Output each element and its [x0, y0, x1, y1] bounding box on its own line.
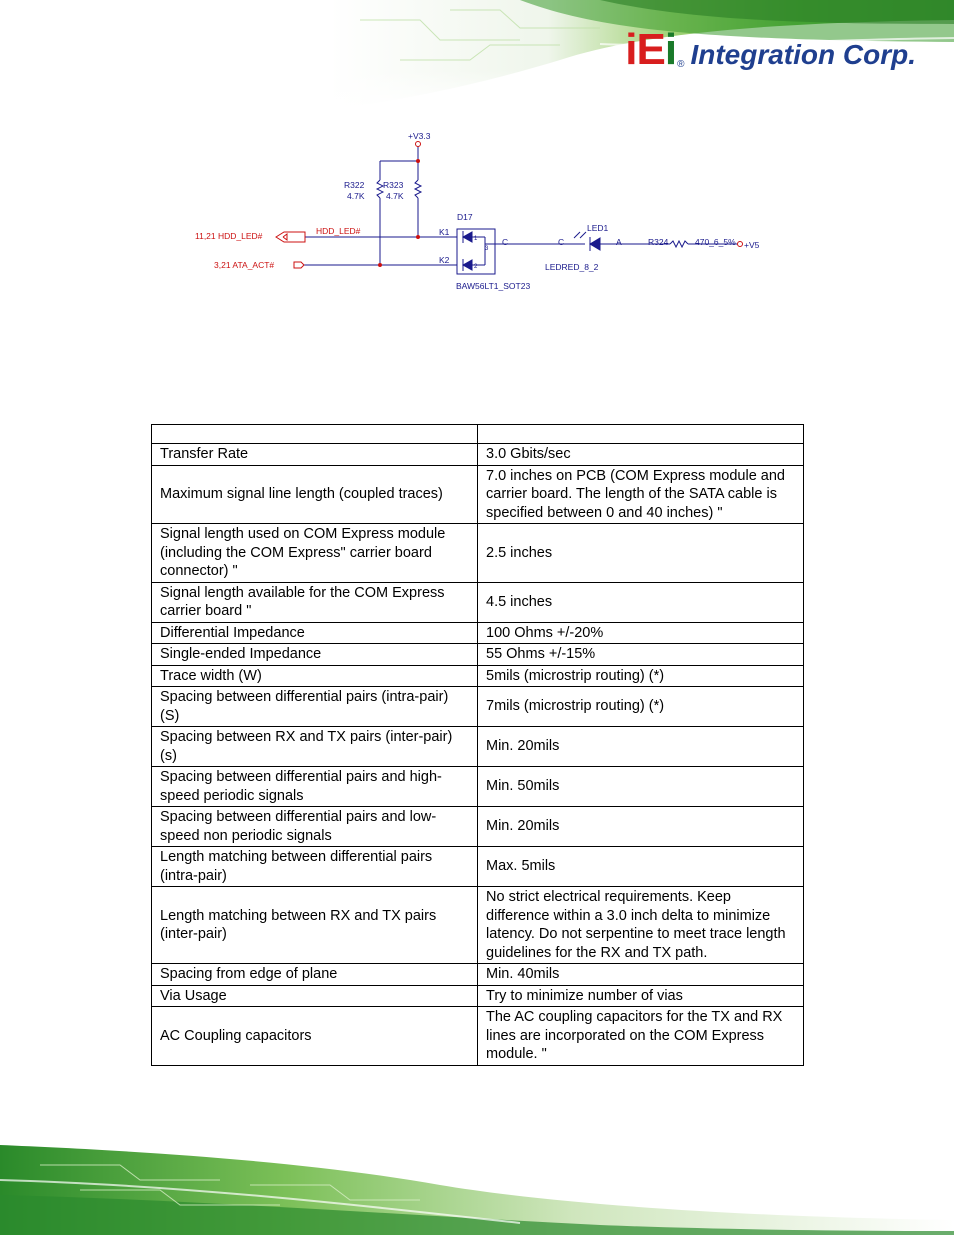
- value-cell: 100 Ohms +/-20%: [478, 622, 804, 644]
- value-cell: 3.0 Gbits/sec: [478, 444, 804, 466]
- value-cell: The AC coupling capacitors for the TX and RX lines are incorporated on the COM Express module. ": [478, 1007, 804, 1066]
- parameter-cell: Trace width (W): [152, 665, 478, 687]
- value-cell: Try to minimize number of vias: [478, 985, 804, 1007]
- c-label-1: C: [502, 237, 509, 247]
- value-cell: Min. 40mils: [478, 964, 804, 986]
- table-row: [152, 767, 804, 807]
- parameter-cell: Length matching between RX and TX pairs (inter-pair): [152, 887, 478, 964]
- r324-label: R324: [648, 237, 669, 247]
- footer-circuit-graphic: [0, 1125, 954, 1235]
- parameter-cell: Spacing between differential pairs and high-speed periodic signals: [152, 767, 478, 807]
- hdd-port-label: 11,21 HDD_LED#: [195, 231, 263, 241]
- ata-port-label: 3,21 ATA_ACT#: [214, 260, 275, 270]
- led1-label: LED1: [587, 223, 609, 233]
- v33-label: +V3.3: [408, 131, 431, 141]
- k1-label: K1: [439, 227, 450, 237]
- parameter-cell: Spacing between RX and TX pairs (inter-pair) (s): [152, 727, 478, 767]
- table-row: [152, 524, 804, 583]
- table-header-cell: [478, 425, 804, 444]
- parameter-cell: Via Usage: [152, 985, 478, 1007]
- parameter-cell: AC Coupling capacitors: [152, 1007, 478, 1066]
- table-row: [152, 687, 804, 727]
- value-cell: Min. 20mils: [478, 727, 804, 767]
- c-label-2: C: [558, 237, 565, 247]
- parameter-cell: Single-ended Impedance: [152, 644, 478, 666]
- table-row: [152, 964, 804, 986]
- pin1-label: 1: [474, 236, 478, 242]
- value-cell: 4.5 inches: [478, 582, 804, 622]
- table-body: [152, 444, 804, 1066]
- hdd-led-schematic: [0, 0, 954, 310]
- table-header-cell: [152, 425, 478, 444]
- table-row: [152, 1007, 804, 1066]
- a-label: A: [616, 237, 622, 247]
- table-row: [152, 727, 804, 767]
- parameter-cell: Maximum signal line length (coupled traces): [152, 465, 478, 524]
- parameter-cell: Differential Impedance: [152, 622, 478, 644]
- pin3-label: 3: [485, 246, 489, 252]
- logo-mark: iEi: [625, 25, 677, 74]
- hdd-net-label: HDD_LED#: [316, 226, 361, 236]
- value-cell: Max. 5mils: [478, 847, 804, 887]
- table-row: [152, 582, 804, 622]
- sata-routing-table: [151, 424, 804, 1066]
- parameter-cell: Signal length available for the COM Express carrier board ": [152, 582, 478, 622]
- table-row: [152, 887, 804, 964]
- r324-value: 470_6_5%: [695, 237, 736, 247]
- value-cell: 5mils (microstrip routing) (*): [478, 665, 804, 687]
- table-row: [152, 465, 804, 524]
- table-row: [152, 807, 804, 847]
- value-cell: No strict electrical requirements. Keep difference within a 3.0 inch delta to minimize latency. Do not serpentine to meet trace length guidelines for the RX and TX path.: [478, 887, 804, 964]
- table-row: [152, 622, 804, 644]
- value-cell: 7mils (microstrip routing) (*): [478, 687, 804, 727]
- r323-value: 4.7K: [386, 191, 404, 201]
- value-cell: Min. 20mils: [478, 807, 804, 847]
- v5-label: +V5: [744, 240, 760, 250]
- table-row: [152, 985, 804, 1007]
- footer-banner: [0, 1125, 954, 1235]
- value-cell: 55 Ohms +/-15%: [478, 644, 804, 666]
- pin2-label: 2: [474, 264, 478, 270]
- table-row: [152, 444, 804, 466]
- parameter-cell: Spacing between differential pairs and low-speed non periodic signals: [152, 807, 478, 847]
- r322-label: R322: [344, 180, 365, 190]
- k2-label: K2: [439, 255, 450, 265]
- parameter-cell: Transfer Rate: [152, 444, 478, 466]
- parameter-cell: Signal length used on COM Express module (including the COM Express" carrier board connector) ": [152, 524, 478, 583]
- table-header-row: [152, 425, 804, 444]
- value-cell: 2.5 inches: [478, 524, 804, 583]
- table-row: [152, 644, 804, 666]
- parameter-cell: Spacing between differential pairs (intra-pair) (S): [152, 687, 478, 727]
- schematic-labels: [344, 131, 760, 291]
- table-row: [152, 847, 804, 887]
- baw-label: BAW56LT1_SOT23: [456, 281, 531, 291]
- r322-value: 4.7K: [347, 191, 365, 201]
- r323-label: R323: [383, 180, 404, 190]
- parameter-cell: Spacing from edge of plane: [152, 964, 478, 986]
- ledred-label: LEDRED_8_2: [545, 262, 599, 272]
- value-cell: 7.0 inches on PCB (COM Express module and carrier board. The length of the SATA cable is specified between 0 and 40 inches) ": [478, 465, 804, 524]
- d17-label: D17: [457, 212, 473, 222]
- table-row: [152, 665, 804, 687]
- registered-mark: ®: [677, 59, 685, 70]
- parameter-cell: Length matching between differential pairs (intra-pair): [152, 847, 478, 887]
- value-cell: Min. 50mils: [478, 767, 804, 807]
- logo-company-name: Integration Corp.: [690, 39, 916, 70]
